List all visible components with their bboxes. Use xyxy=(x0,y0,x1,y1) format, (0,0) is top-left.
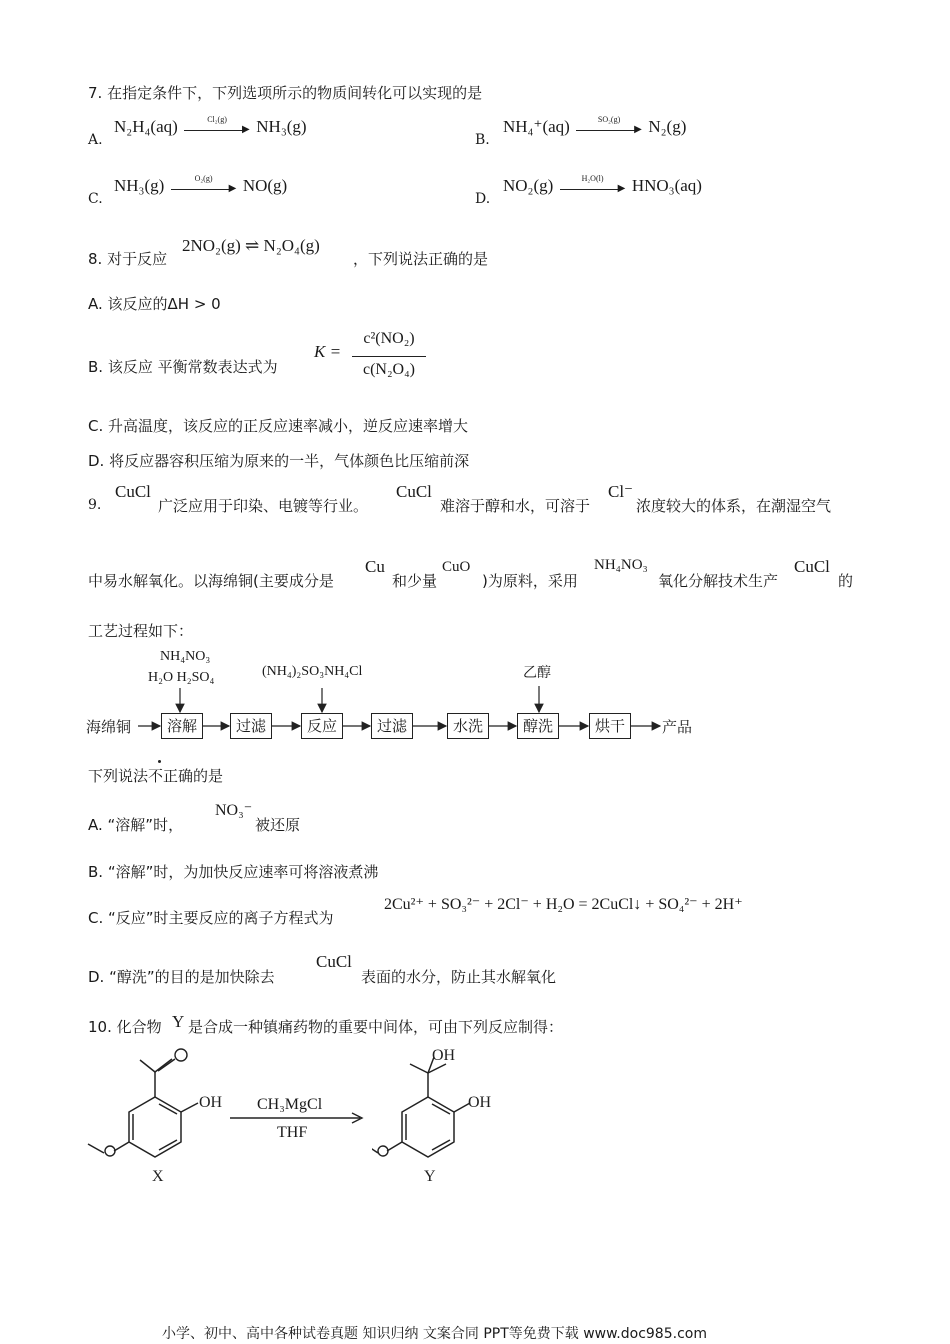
q9-number: 9. xyxy=(88,497,102,513)
q9-text-4: 中易水解氧化。以海绵铜(主要成分是 xyxy=(88,572,334,590)
q8-option-c: C. 升高温度，该反应的正反应速率减小，逆反应速率增大 xyxy=(88,417,469,435)
flow-step-dry: 烘干 xyxy=(589,713,631,739)
q7-c-product: NO(g) xyxy=(242,176,288,195)
q8-k-symbol: K = xyxy=(314,342,342,361)
flow-step-filter-1: 过滤 xyxy=(230,713,272,739)
q9-option-a: A. “溶解”时， xyxy=(88,816,184,834)
q9-cucl-3: CuCl xyxy=(794,557,830,576)
q9-text-1: 广泛应用于印染、电镀等行业。 xyxy=(158,497,369,515)
y-phenol-oh-label: OH xyxy=(468,1094,492,1111)
methoxy-oxygen xyxy=(105,1146,115,1156)
q7-b-reactant: NH₄⁺(aq) xyxy=(503,117,570,136)
structure-y xyxy=(372,1040,512,1195)
q8-option-a: A. 该反应的ΔH > 0 xyxy=(88,295,221,313)
q9-text-8: 的 xyxy=(838,572,854,590)
flow-reagent1-top: NH₄NO₃ xyxy=(160,649,211,664)
q9-option-b: B. “溶解”时，为加快反应速率可将溶液煮沸 xyxy=(88,863,379,881)
q10-stem-post: 是合成一种镇痛药物的重要中间体，可由下列反应制得： xyxy=(188,1018,564,1036)
q8-fraction-bar xyxy=(352,356,426,357)
q9-cucl-1: CuCl xyxy=(115,482,151,501)
q7-option-d xyxy=(503,176,702,196)
label-x: X xyxy=(152,1168,164,1185)
q9-option-c: C. “反应”时主要反应的离子方程式为 xyxy=(88,909,334,927)
flow-reagent2: (NH₄)₂SO₃NH₄Cl xyxy=(262,664,363,679)
q9-cucl-2: CuCl xyxy=(396,482,432,501)
q9-question: 下列说法不正确的是 xyxy=(88,767,224,785)
q10-compound-y: Y xyxy=(172,1012,185,1031)
q8-reaction: 2NO₂(g) ⇌ N₂O₄(g) xyxy=(182,236,320,255)
q7-b-arrow: SO₂(g) ▶ xyxy=(574,119,644,137)
q7-c-cond: O₂(g) xyxy=(194,174,213,184)
q9-text-2: 难溶于醇和水，可溶于 xyxy=(440,497,591,515)
q7-option-d-label: D. xyxy=(475,191,491,207)
flow-step-filter-2: 过滤 xyxy=(371,713,413,739)
q7-a-arrow: Cl₂(g) ▶ xyxy=(182,119,252,137)
q9-text-9: 工艺过程如下： xyxy=(88,622,194,640)
flow-end: 产品 xyxy=(662,718,693,736)
q9-cuo: CuO xyxy=(442,559,471,575)
q7-c-reactant: NH₃(g) xyxy=(114,176,165,195)
label-y: Y xyxy=(424,1168,436,1185)
emphasis-dot xyxy=(158,760,161,763)
q7-b-cond: SO₂(g) xyxy=(597,115,621,125)
footer: 小学、初中、高中各种试卷真题 知识归纳 文案合同 PPT等免费下载 www.doc985.com xyxy=(162,1326,707,1342)
q9-text-5: 和少量 xyxy=(392,572,438,590)
q7-option-a xyxy=(114,117,307,137)
q8-k-numerator: c²(NO₂) xyxy=(363,330,415,347)
q10-reaction-arrow xyxy=(228,1112,368,1124)
q10-reagent-bottom: THF xyxy=(277,1124,308,1141)
flow-start: 海绵铜 xyxy=(86,718,132,736)
q8-stem-pre: 8. 对于反应 xyxy=(88,250,168,268)
q7-d-cond: H₂O(l) xyxy=(581,174,604,184)
q7-option-c xyxy=(114,176,287,196)
q7-option-c-label: C. xyxy=(88,191,103,207)
q9-text-6: )为原料，采用 xyxy=(482,572,578,590)
q7-a-cond: Cl₂(g) xyxy=(207,115,227,125)
q9-nh4no3: NH₄NO₃ xyxy=(594,557,648,573)
q9-text-3: 浓度较大的体系，在潮湿空气 xyxy=(636,497,832,515)
q7-c-arrow: O₂(g) ▶ xyxy=(169,178,239,196)
q7-option-b-label: B. xyxy=(475,132,490,148)
q8-option-d: D. 将反应器容积压缩为原来的一半，气体颜色比压缩前深 xyxy=(88,452,470,470)
q9-no3-ion: NO₃⁻ xyxy=(215,802,253,819)
q7-d-arrow: H₂O(l) ▶ xyxy=(558,178,628,196)
q9-option-d-post: 表面的水分，防止其水解氧化 xyxy=(361,968,557,986)
q7-a-product: NH₃(g) xyxy=(256,117,307,136)
q7-b-product: N₂(g) xyxy=(648,117,687,136)
q9-ionic-equation: 2Cu²⁺ + SO₃²⁻ + 2Cl⁻ + H₂O = 2CuCl↓ + SO₄²⁻ + 2H⁺ xyxy=(384,896,743,913)
flow-step-water-wash: 水洗 xyxy=(447,713,489,739)
q7-option-b xyxy=(503,117,686,137)
q8-k-denominator: c(N₂O₄) xyxy=(362,361,416,378)
flow-step-dissolve: 溶解 xyxy=(161,713,203,739)
q7-option-a-label: A. xyxy=(88,132,103,148)
q7-stem: 7. 在指定条件下，下列选项所示的物质间转化可以实现的是 xyxy=(88,84,483,102)
q8-option-b: B. 该反应 平衡常数表达式为 xyxy=(88,358,278,376)
q7-a-reactant: N₂H₄(aq) xyxy=(114,117,178,136)
q9-cucl-4: CuCl xyxy=(316,952,352,971)
structure-x xyxy=(80,1045,250,1195)
carbonyl-oxygen xyxy=(175,1049,187,1061)
y-tertiary-oh-label: OH xyxy=(432,1047,456,1064)
q7-d-reactant: NO₂(g) xyxy=(503,176,554,195)
q9-text-7: 氧化分解技术生产 xyxy=(658,572,779,590)
x-oh-label: OH xyxy=(199,1094,223,1111)
q10-stem-pre: 10. 化合物 xyxy=(88,1018,162,1036)
q9-option-a-post: 被还原 xyxy=(255,816,301,834)
q9-cu: Cu xyxy=(365,557,385,576)
q8-stem-post: ，下列说法正确的是 xyxy=(353,250,489,268)
flow-step-react: 反应 xyxy=(301,713,343,739)
q7-d-product: HNO₃(aq) xyxy=(631,176,702,195)
q9-option-d: D. “醇洗”的目的是加快除去 xyxy=(88,968,275,986)
flow-step-alcohol-wash: 醇洗 xyxy=(517,713,559,739)
q10-reagent-top: CH₃MgCl xyxy=(257,1096,323,1113)
q9-cl-ion: Cl⁻ xyxy=(608,482,634,501)
flow-reagent1-bottom: H₂O H₂SO₄ xyxy=(148,670,215,685)
y-methoxy-oxygen xyxy=(378,1146,388,1156)
flow-reagent3: 乙醇 xyxy=(523,666,551,681)
